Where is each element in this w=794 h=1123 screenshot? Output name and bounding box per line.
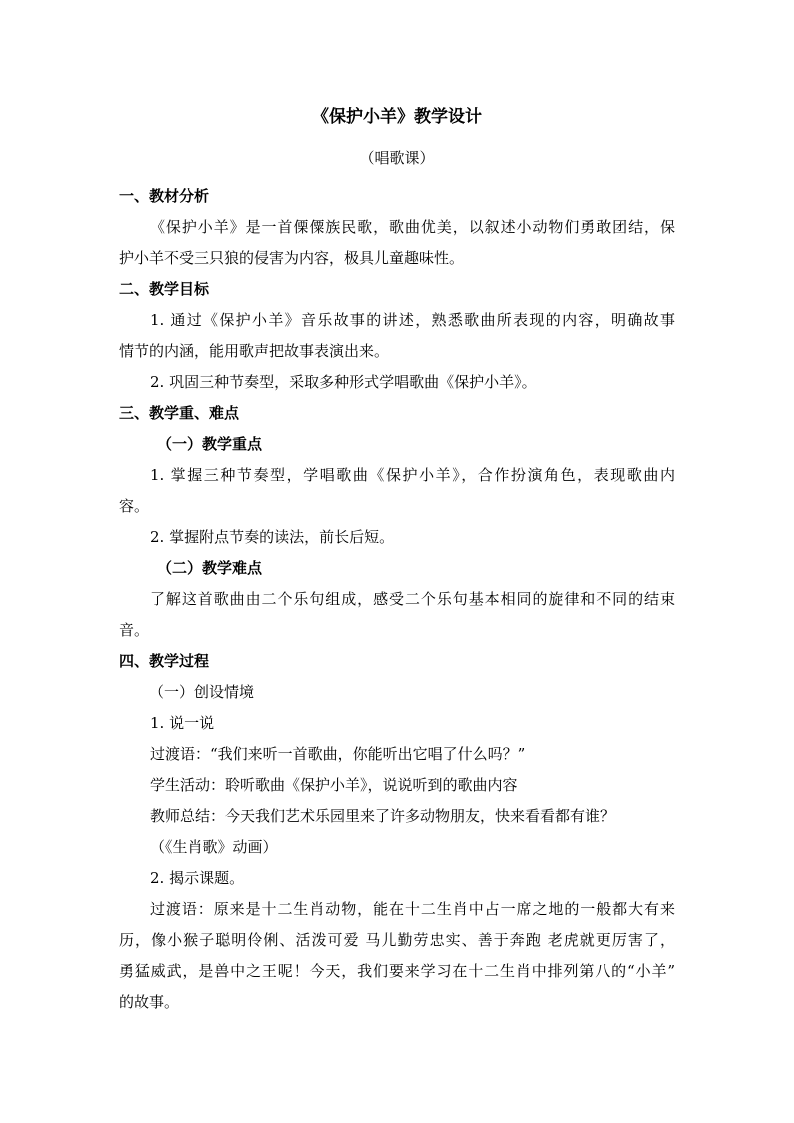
paragraph-line: 学生活动：聆听歌曲《保护小羊》，说说听到的歌曲内容 <box>150 776 518 794</box>
paragraph-line: 2. 揭示课题。 <box>150 869 245 887</box>
subsection-heading: （一）教学重点 <box>157 435 263 453</box>
section-heading: 二、教学目标 <box>119 280 210 298</box>
paragraph-line: （《生肖歌》动画） <box>150 838 278 856</box>
subsection-heading: （二）教学难点 <box>157 559 263 577</box>
document-subtitle: （唱歌课） <box>359 149 435 167</box>
section-heading: 四、教学过程 <box>119 652 210 670</box>
paragraph-line: 护小羊不受三只狼的侵害为内容，极具儿童趣味性。 <box>119 249 465 267</box>
paragraph-line: 情节的内涵，能用歌声把故事表演出来。 <box>119 342 390 360</box>
paragraph-line: 历，像小猴子聪明伶俐、活泼可爱 马儿勤劳忠实、善于奔跑 老虎就更厉害了， <box>119 931 675 949</box>
paragraph-line: 了解这首歌曲由二个乐句组成，感受二个乐句基本相同的旋律和不同的结束 <box>150 590 675 608</box>
paragraph-line: 音。 <box>119 621 150 639</box>
paragraph-line: 过渡语：原来是十二生肖动物，能在十二生肖中占一席之地的一般都大有来 <box>150 900 675 918</box>
paragraph-line: 1. 通过《保护小羊》音乐故事的讲述，熟悉歌曲所表现的内容，明确故事 <box>150 311 675 329</box>
section-heading: 一、教材分析 <box>119 187 210 205</box>
paragraph-line: 容。 <box>119 497 150 515</box>
document-title: 《保护小羊》教学设计 <box>312 107 482 127</box>
document-body <box>119 181 675 1018</box>
paragraph-line: 过渡语：“我们来听一首歌曲，你能听出它唱了什么吗？” <box>150 745 526 763</box>
paragraph-line: 勇猛威武，是兽中之王呢！今天，我们要来学习在十二生肖中排列第八的“小羊” <box>119 962 675 980</box>
paragraph-line: 1. 说一说 <box>150 714 215 732</box>
paragraph-line: 2. 巩固三种节奏型，采取多种形式学唱歌曲《保护小羊》。 <box>150 373 537 391</box>
paragraph-line: 2. 掌握附点节奏的读法，前长后短。 <box>150 528 395 546</box>
paragraph-line: 1. 掌握三种节奏型，学唱歌曲《保护小羊》，合作扮演角色，表现歌曲内 <box>150 466 675 484</box>
paragraph-line: 的故事。 <box>119 993 180 1011</box>
paragraph-line: 《保护小羊》是一首傈僳族民歌，歌曲优美，以叙述小动物们勇敢团结，保 <box>150 218 675 236</box>
paragraph-line: （一）创设情境 <box>149 683 255 701</box>
paragraph-line: 教师总结：今天我们艺术乐园里来了许多动物朋友，快来看看都有谁？ <box>150 807 616 825</box>
section-heading: 三、教学重、难点 <box>119 404 240 422</box>
